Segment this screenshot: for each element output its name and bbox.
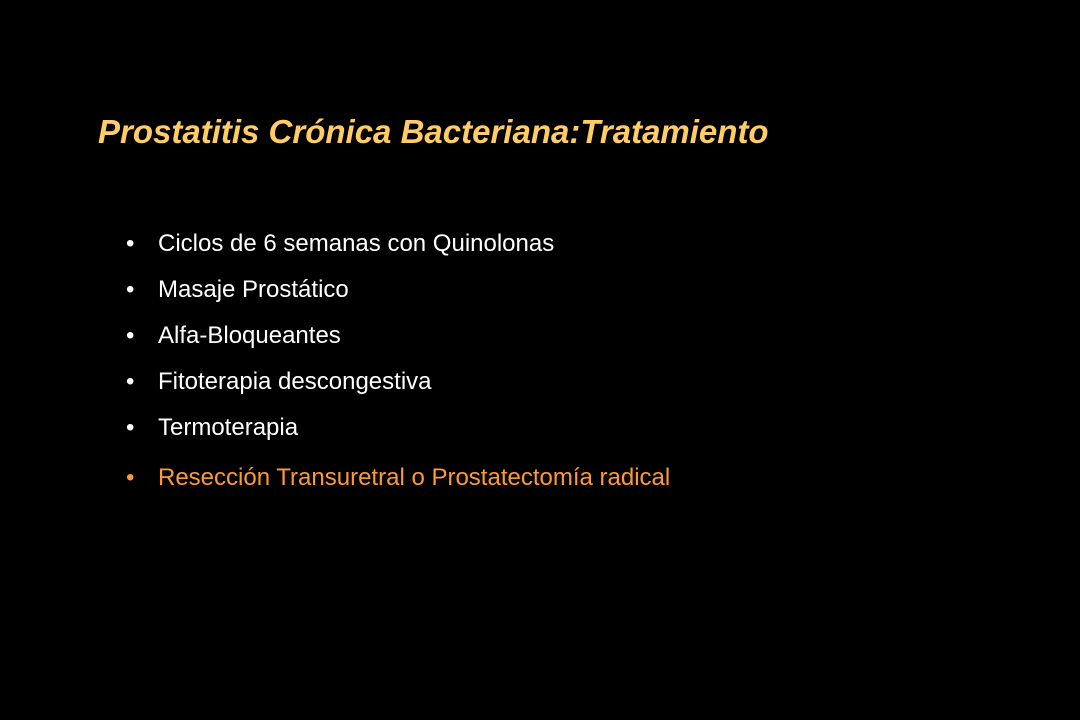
slide-title: Prostatitis Crónica Bacteriana:Tratamiento <box>98 113 769 150</box>
bullet-icon: • <box>126 368 135 395</box>
bullet-item-termoterapia <box>126 408 670 454</box>
bullet-icon: • <box>126 414 135 441</box>
bullet-icon: • <box>126 276 135 303</box>
bullet-item-reseccion <box>126 454 670 504</box>
bullet-item-fitoterapia <box>126 362 670 408</box>
bullet-text: Resección Transuretral o Prostatectomía radical <box>158 464 671 491</box>
bullet-item-ciclos <box>126 224 670 270</box>
bullet-text: Termoterapia <box>158 414 299 441</box>
bullet-text: Ciclos de 6 semanas con Quinolonas <box>158 230 555 257</box>
bullet-icon: • <box>126 322 135 349</box>
bullet-text: Masaje Prostático <box>158 276 349 303</box>
bullet-item-alfa-bloqueantes <box>126 316 670 362</box>
bullet-text: Fitoterapia descongestiva <box>158 368 432 395</box>
bullet-item-masaje <box>126 270 670 316</box>
bullet-text: Alfa-Bloqueantes <box>158 322 341 349</box>
bullet-icon: • <box>126 230 135 257</box>
bullet-icon: • <box>126 464 135 491</box>
bullet-list <box>126 224 670 504</box>
